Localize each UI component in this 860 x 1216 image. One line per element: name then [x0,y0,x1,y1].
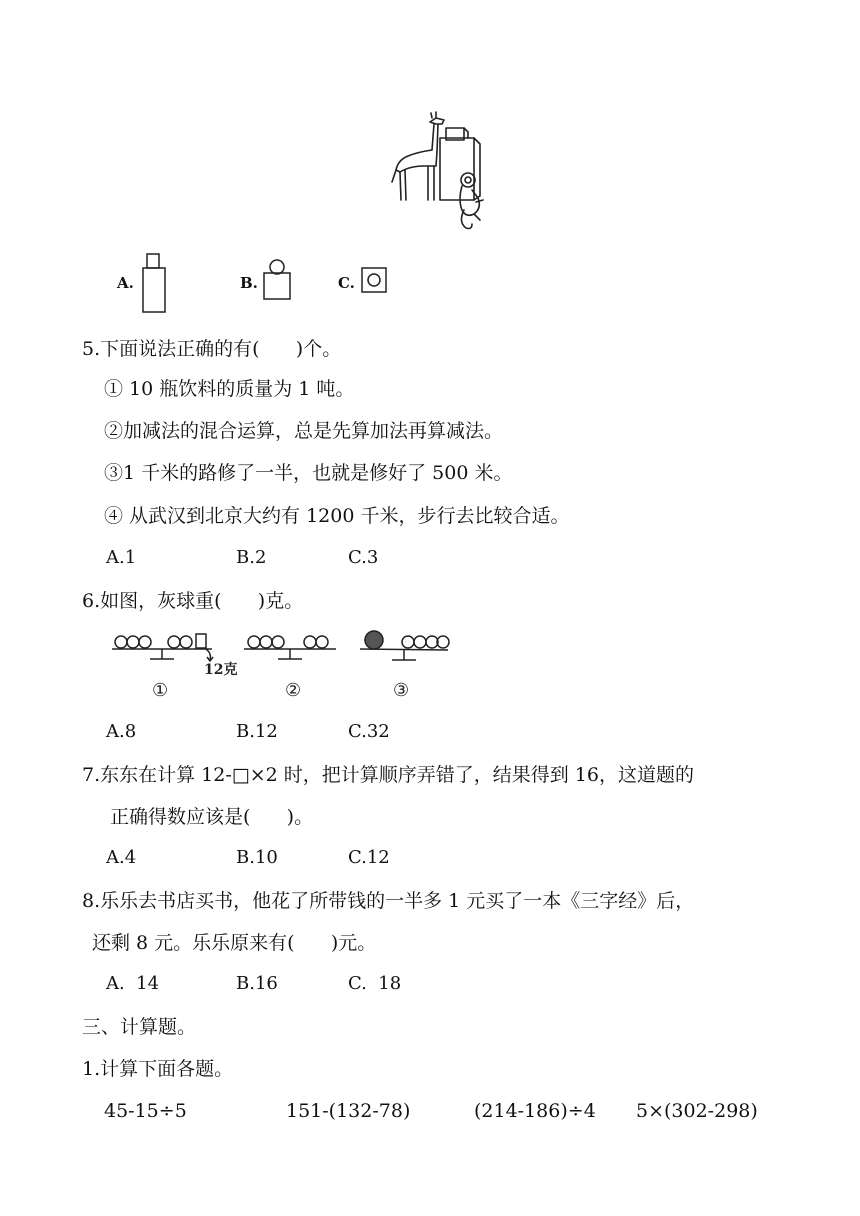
q7-option-a: A.4 [106,847,137,868]
q4-option-b-letter: B. [240,274,258,292]
q5-item-1: ① 10 瓶饮料的质量为 1 吨。 [104,378,355,400]
q5-item-3: ③1 千米的路修了一半，也就是修好了 500 米。 [104,462,513,484]
expression-2: 151-(132-78) [286,1100,411,1122]
scale-label-2: ② [285,680,302,701]
expression-4: 5×(302-298) [636,1100,758,1122]
square-with-circle-top-icon [260,258,296,302]
q8-option-c: C. 18 [348,973,402,994]
tall-rectangle-shape-icon [139,252,171,314]
scale-label-3: ③ [393,680,410,701]
q7-stem-line-1: 7.东东在计算 12-□×2 时，把计算顺序弄错了，结果得到 16，这道题的 [82,764,694,786]
section-3-q1-stem: 1.计算下面各题。 [82,1058,234,1080]
q8-stem-line-2: 还剩 8 元。乐乐原来有( )元。 [92,932,377,954]
balance-scales-figure [112,630,452,706]
q5-option-c: C.3 [348,547,379,568]
q7-option-b: B.10 [236,847,278,868]
q5-stem: 5.下面说法正确的有( )个。 [82,338,342,360]
q6-stem: 6.如图，灰球重( )克。 [82,590,304,612]
q6-option-a: A.8 [106,721,137,742]
q8-option-b: B.16 [236,973,278,994]
section-3-title: 三、计算题。 [82,1016,197,1038]
q4-option-c-letter: C. [338,274,355,292]
q7-option-c: C.12 [348,847,390,868]
balance-scale-3 [360,631,449,660]
q5-option-a: A.1 [106,547,137,568]
expression-3: (214-186)÷4 [474,1100,596,1122]
scale-label-1: ① [152,680,169,701]
q6-option-c: C.32 [348,721,390,742]
q5-item-2: ②加减法的混合运算，总是先算加法再算减法。 [104,420,504,442]
q4-option-a-letter: A. [117,274,134,292]
weight-label: 12克 [204,662,238,678]
balance-scale-2 [244,636,336,659]
q8-option-a: A. 14 [106,973,160,994]
balance-scale-1 [112,634,213,661]
square-with-circle-inside-icon [360,266,390,296]
giraffe-box-monkey-illustration [388,110,488,235]
q6-option-b: B.12 [236,721,278,742]
q8-stem-line-1: 8.乐乐去书店买书，他花了所带钱的一半多 1 元买了一本《三字经》后， [82,890,695,912]
q7-stem-line-2: 正确得数应该是( )。 [110,806,314,828]
q5-item-4: ④ 从武汉到北京大约有 1200 千米，步行去比较合适。 [104,505,570,527]
expression-1: 45-15÷5 [104,1100,187,1122]
q5-option-b: B.2 [236,547,267,568]
